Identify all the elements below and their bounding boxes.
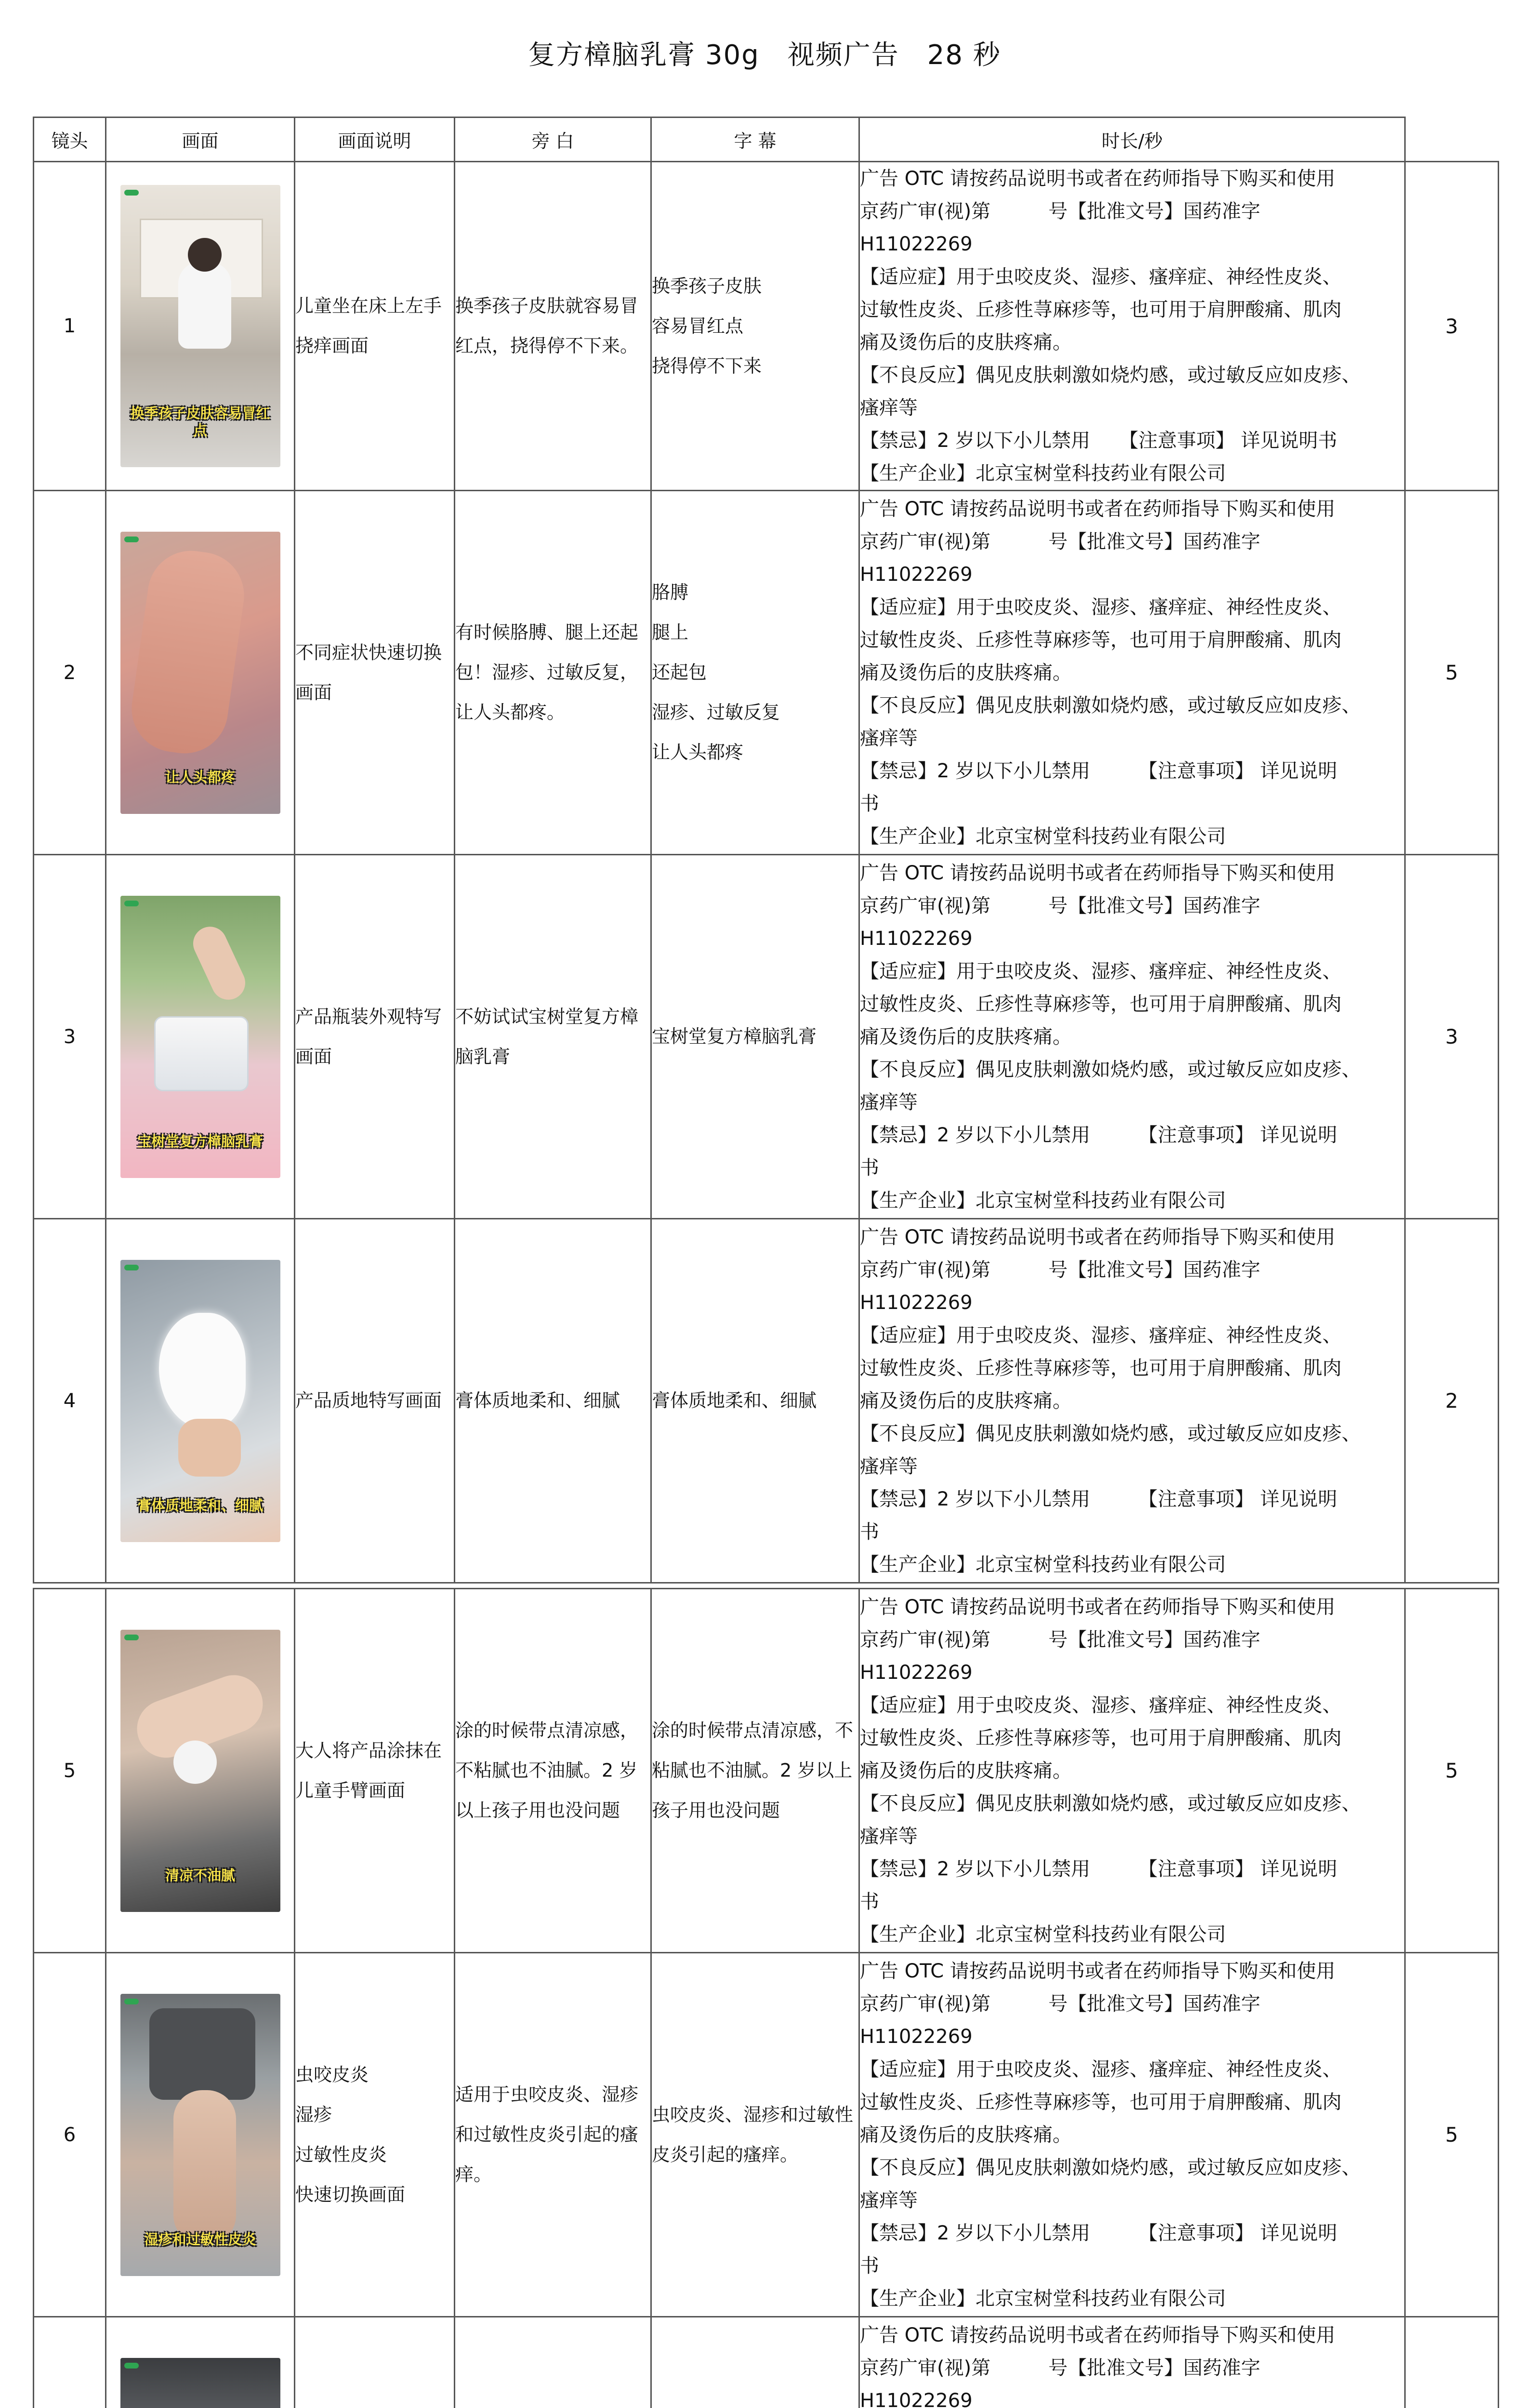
subtitle-line: 京药广审(视)第 号【批准文号】国药准字: [860, 894, 1261, 917]
subtitle-line: 【禁忌】2 岁以下小儿禁用 【注意事项】 详见说明: [860, 1124, 1337, 1146]
subtitle-line: 京药广审(视)第 号【批准文号】国药准字: [860, 530, 1261, 553]
subtitle-line: H11022269: [860, 233, 973, 255]
shot-number: 4: [34, 1219, 106, 1583]
narration-cell: 涂的时候带点清凉感，不粘腻也不油腻。2 岁以上孩子用也没问题: [455, 1589, 651, 1953]
caption-cell: [651, 1219, 859, 1583]
table-header-row: [34, 118, 1499, 162]
subtitle-line: 广告 OTC 请按药品说明书或者在药师指导下购买和使用: [860, 1960, 1335, 1982]
arm-shape: [126, 545, 250, 759]
subtitle-line: 【禁忌】2 岁以下小儿禁用 【注意事项】 详见说明: [860, 759, 1337, 782]
subtitle-line: 广告 OTC 请按药品说明书或者在药师指导下购买和使用: [860, 1226, 1335, 1248]
subtitle-line: H11022269: [860, 2389, 973, 2408]
shorts-shape: [149, 2008, 255, 2100]
subtitle-line: 瘙痒等: [860, 2189, 918, 2212]
subtitle-line: 过敏性皮炎、丘疹性荨麻疹等，也可用于肩胛酸痛、肌肉: [860, 1357, 1342, 1379]
subtitle-line: 书: [860, 2254, 879, 2277]
subtitle-cell: [859, 491, 1405, 855]
subtitle-line: 过敏性皮炎、丘疹性荨麻疹等，也可用于肩胛酸痛、肌肉: [860, 628, 1342, 651]
subtitle-line: 【禁忌】2 岁以下小儿禁用 【注意事项】 详见说明: [860, 1858, 1337, 1880]
subtitle-line: 【适应症】用于虫咬皮炎、湿疹、瘙痒症、神经性皮炎、: [860, 960, 1342, 982]
narration-cell: 膏体质地柔和、细腻: [455, 1219, 651, 1583]
narration-cell: 不妨试试宝树堂复方樟脑乳膏: [455, 855, 651, 1219]
frame-thumbnail: [120, 1260, 280, 1542]
subtitle-line: 【生产企业】北京宝树堂科技药业有限公司: [860, 1189, 1226, 1212]
subtitle-line: H11022269: [860, 1661, 973, 1684]
brand-logo-icon: [124, 537, 139, 542]
subtitle-line: 京药广审(视)第 号【批准文号】国药准字: [860, 1628, 1261, 1651]
shot-number: 2: [34, 491, 106, 855]
shot-number: 6: [34, 1953, 106, 2317]
frame-cell: [106, 855, 295, 1219]
child-figure: [178, 262, 231, 349]
description-line: 过敏性皮炎: [295, 2144, 387, 2165]
document-title: 复方樟脑乳膏 30g 视频广告 28 秒: [528, 39, 1001, 71]
storyboard-table-part1: [33, 117, 1499, 1584]
narration-cell: 适用于虫咬皮炎、湿疹和过敏性皮炎引起的瘙痒。: [455, 1953, 651, 2317]
subtitle-line: 广告 OTC 请按药品说明书或者在药师指导下购买和使用: [860, 862, 1335, 884]
shot-number: 1: [34, 162, 106, 491]
frame-caption: 让人头都疼: [165, 769, 235, 785]
subtitle-line: 瘙痒等: [860, 1455, 918, 1478]
subtitle-line: 书: [860, 1890, 879, 1913]
subtitle-line: 【不良反应】偶见皮肤刺激如烧灼感，或过敏反应如皮疹、: [860, 2156, 1361, 2179]
subtitle-line: 书: [860, 1156, 879, 1179]
table-row: [34, 1589, 1499, 1953]
subtitle-line: 瘙痒等: [860, 1091, 918, 1113]
subtitle-line: 瘙痒等: [860, 397, 918, 419]
subtitle-cell: [859, 1219, 1405, 1583]
frame-thumbnail: [120, 1994, 280, 2276]
subtitle-line: 京药广审(视)第 号【批准文号】国药准字: [860, 2356, 1261, 2379]
subtitle-line: 瘙痒等: [860, 1825, 918, 1847]
storyboard-table-part2: [33, 1588, 1499, 2408]
frame-cell: [106, 1219, 295, 1583]
table-row: [34, 2317, 1499, 2408]
caption-cell: 涂的时候带点清凉感，不粘腻也不油腻。2 岁以上孩子用也没问题: [651, 1589, 859, 1953]
frame-cell: [106, 1589, 295, 1953]
subtitle-line: 广告 OTC 请按药品说明书或者在药师指导下购买和使用: [860, 1596, 1335, 1618]
subtitle-line: 【禁忌】2 岁以下小儿禁用 【注意事项】 详见说明: [860, 2222, 1337, 2244]
table-row: [34, 1953, 1499, 2317]
subtitle-line: 痛及烫伤后的皮肤疼痛。: [860, 331, 1072, 353]
subtitle-line: 过敏性皮炎、丘疹性荨麻疹等，也可用于肩胛酸痛、肌肉: [860, 2091, 1342, 2113]
caption-line: 让人头都疼: [652, 742, 744, 763]
description-cell: 不同症状快速切换画面: [295, 491, 455, 855]
subtitle-line: 瘙痒等: [860, 727, 918, 749]
subtitle-line: 过敏性皮炎、丘疹性荨麻疹等，也可用于肩胛酸痛、肌肉: [860, 299, 1342, 321]
caption-line: 腿上: [652, 622, 689, 643]
caption-line: 容易冒红点: [652, 315, 744, 337]
subtitle-line: 【适应症】用于虫咬皮炎、湿疹、瘙痒症、神经性皮炎、: [860, 2058, 1342, 2081]
subtitle-line: H11022269: [860, 1291, 973, 1314]
subtitle-cell: [859, 855, 1405, 1219]
caption-cell: [651, 491, 859, 855]
duration-cell: 2: [1405, 1219, 1499, 1583]
caption-line: 宝树堂复方樟脑乳膏: [652, 1026, 817, 1047]
subtitle-line: 【生产企业】北京宝树堂科技药业有限公司: [860, 825, 1226, 848]
description-cell: [295, 2317, 455, 2408]
description-line: 虫咬皮炎: [295, 2064, 369, 2085]
caption-line: 膏体质地柔和、细腻: [652, 1390, 817, 1411]
subtitle-line: 【适应症】用于虫咬皮炎、湿疹、瘙痒症、神经性皮炎、: [860, 596, 1342, 618]
subtitle-line: 【不良反应】偶见皮肤刺激如烧灼感，或过敏反应如皮疹、: [860, 694, 1361, 717]
duration-cell: 5: [1405, 1953, 1499, 2317]
subtitle-line: 【适应症】用于虫咬皮炎、湿疹、瘙痒症、神经性皮炎、: [860, 266, 1342, 288]
caption-line: 挠得停不下来: [652, 355, 762, 377]
leg-shape: [173, 2090, 236, 2244]
caption-line: 换季孩子皮肤: [652, 275, 762, 297]
subtitle-line: 书: [860, 1520, 879, 1543]
subtitle-line: 【生产企业】北京宝树堂科技药业有限公司: [860, 462, 1226, 484]
duration-cell: 3: [1405, 855, 1499, 1219]
caption-line: 湿疹、过敏反复: [652, 702, 780, 723]
table-row: [34, 1219, 1499, 1583]
header-subtitles: 字 幕: [651, 118, 859, 162]
cream-spot: [173, 1741, 217, 1784]
subtitle-line: 【不良反应】偶见皮肤刺激如烧灼感，或过敏反应如皮疹、: [860, 1058, 1361, 1081]
table-row: [34, 491, 1499, 855]
header-duration: 时长/秒: [859, 118, 1405, 162]
frame-thumbnail: [120, 2358, 280, 2408]
frame-caption: 清凉不油腻: [165, 1867, 235, 1884]
brand-logo-icon: [124, 2363, 139, 2369]
subtitle-line: 【不良反应】偶见皮肤刺激如烧灼感，或过敏反应如皮疹、: [860, 1792, 1361, 1815]
subtitle-line: 过敏性皮炎、丘疹性荨麻疹等，也可用于肩胛酸痛、肌肉: [860, 1727, 1342, 1749]
subtitle-line: 【不良反应】偶见皮肤刺激如烧灼感，或过敏反应如皮疹、: [860, 364, 1361, 386]
table-row: [34, 855, 1499, 1219]
caption-line: 胳膊: [652, 582, 689, 603]
brand-logo-icon: [124, 1999, 139, 2004]
frame-caption: 膏体质地柔和、细腻: [137, 1497, 263, 1514]
subtitle-line: H11022269: [860, 2025, 973, 2048]
subtitle-cell: [859, 1953, 1405, 2317]
frame-cell: [106, 162, 295, 491]
subtitle-line: 【适应症】用于虫咬皮炎、湿疹、瘙痒症、神经性皮炎、: [860, 1694, 1342, 1716]
subtitle-line: 【生产企业】北京宝树堂科技药业有限公司: [860, 1553, 1226, 1576]
subtitle-line: 【适应症】用于虫咬皮炎、湿疹、瘙痒症、神经性皮炎、: [860, 1324, 1342, 1347]
subtitle-line: 京药广审(视)第 号【批准文号】国药准字: [860, 200, 1261, 222]
brand-logo-icon: [124, 190, 139, 196]
duration-cell: 5: [1405, 1589, 1499, 1953]
subtitle-line: 过敏性皮炎、丘疹性荨麻疹等，也可用于肩胛酸痛、肌肉: [860, 993, 1342, 1015]
duration-cell: [1405, 2317, 1499, 2408]
frame-thumbnail: [120, 532, 280, 814]
caption-cell: 虫咬皮炎、湿疹和过敏性皮炎引起的瘙痒。: [651, 1953, 859, 2317]
subtitle-line: 【禁忌】2 岁以下小儿禁用 【注意事项】 详见说明: [860, 1488, 1337, 1510]
frame-thumbnail: [120, 1630, 280, 1912]
frame-caption: 宝树堂复方樟脑乳膏: [137, 1133, 263, 1150]
subtitle-line: 痛及烫伤后的皮肤疼痛。: [860, 1025, 1072, 1048]
subtitle-line: 痛及烫伤后的皮肤疼痛。: [860, 661, 1072, 684]
description-cell: 大人将产品涂抹在儿童手臂画面: [295, 1589, 455, 1953]
child-head: [188, 238, 222, 272]
subtitle-line: 广告 OTC 请按药品说明书或者在药师指导下购买和使用: [860, 497, 1335, 520]
brand-logo-icon: [124, 1635, 139, 1640]
frame-thumbnail: [120, 185, 280, 467]
caption-cell: [651, 855, 859, 1219]
brand-logo-icon: [124, 901, 139, 906]
subtitle-line: 书: [860, 792, 879, 815]
duration-cell: 3: [1405, 162, 1499, 491]
frame-thumbnail: [120, 896, 280, 1178]
description-cell: [295, 1953, 455, 2317]
subtitle-line: 痛及烫伤后的皮肤疼痛。: [860, 2123, 1072, 2146]
description-line: 快速切换画面: [295, 2184, 406, 2205]
header-shot: 镜头: [34, 118, 106, 162]
narration-cell: 有时候胳膊、腿上还起包！湿疹、过敏反复，让人头都疼。: [455, 491, 651, 855]
subtitle-line: 痛及烫伤后的皮肤疼痛。: [860, 1389, 1072, 1412]
frame-caption: 换季孩子皮肤容易冒红点: [130, 405, 270, 439]
frame-cell: [106, 1953, 295, 2317]
caption-line: 还起包: [652, 662, 707, 683]
description-cell: 儿童坐在床上左手挠痒画面: [295, 162, 455, 491]
subtitle-cell: [859, 162, 1405, 491]
finger-shape: [178, 1419, 241, 1477]
frame-caption: 湿疹和过敏性皮炎: [144, 2231, 256, 2248]
subtitle-line: H11022269: [860, 927, 973, 950]
subtitle-cell: [859, 1589, 1405, 1953]
subtitle-line: 痛及烫伤后的皮肤疼痛。: [860, 1759, 1072, 1782]
subtitle-line: 【生产企业】北京宝树堂科技药业有限公司: [860, 2287, 1226, 2310]
subtitle-line: 【禁忌】2 岁以下小儿禁用 【注意事项】 详见说明书: [860, 430, 1337, 452]
description-cell: 产品质地特写画面: [295, 1219, 455, 1583]
frame-cell: [106, 491, 295, 855]
subtitle-line: H11022269: [860, 563, 973, 586]
header-narration: 旁 白: [455, 118, 651, 162]
subtitle-line: 京药广审(视)第 号【批准文号】国药准字: [860, 1258, 1261, 1281]
subtitle-line: 【生产企业】北京宝树堂科技药业有限公司: [860, 1923, 1226, 1946]
header-description: 画面说明: [295, 118, 455, 162]
frame-cell: [106, 2317, 295, 2408]
subtitle-line: 广告 OTC 请按药品说明书或者在药师指导下购买和使用: [860, 168, 1335, 190]
duration-cell: 5: [1405, 491, 1499, 855]
finger-shape: [187, 921, 250, 1005]
shot-number: 5: [34, 1589, 106, 1953]
shot-number: 3: [34, 855, 106, 1219]
description-line: 湿疹: [295, 2104, 332, 2125]
product-jar: [154, 1016, 249, 1091]
brand-logo-icon: [124, 1265, 139, 1270]
header-frame: 画面: [106, 118, 295, 162]
subtitle-line: 【不良反应】偶见皮肤刺激如烧灼感，或过敏反应如皮疹、: [860, 1422, 1361, 1445]
subtitle-line: 广告 OTC 请按药品说明书或者在药师指导下购买和使用: [860, 2324, 1335, 2346]
cream-dollop: [159, 1313, 246, 1428]
caption-cell: [651, 2317, 859, 2408]
subtitle-cell: [859, 2317, 1405, 2408]
caption-cell: [651, 162, 859, 491]
description-cell: 产品瓶装外观特写画面: [295, 855, 455, 1219]
subtitle-line: 京药广审(视)第 号【批准文号】国药准字: [860, 1992, 1261, 2015]
table-row: [34, 162, 1499, 491]
shot-number: [34, 2317, 106, 2408]
narration-cell: [455, 2317, 651, 2408]
narration-cell: 换季孩子皮肤就容易冒红点，挠得停不下来。: [455, 162, 651, 491]
